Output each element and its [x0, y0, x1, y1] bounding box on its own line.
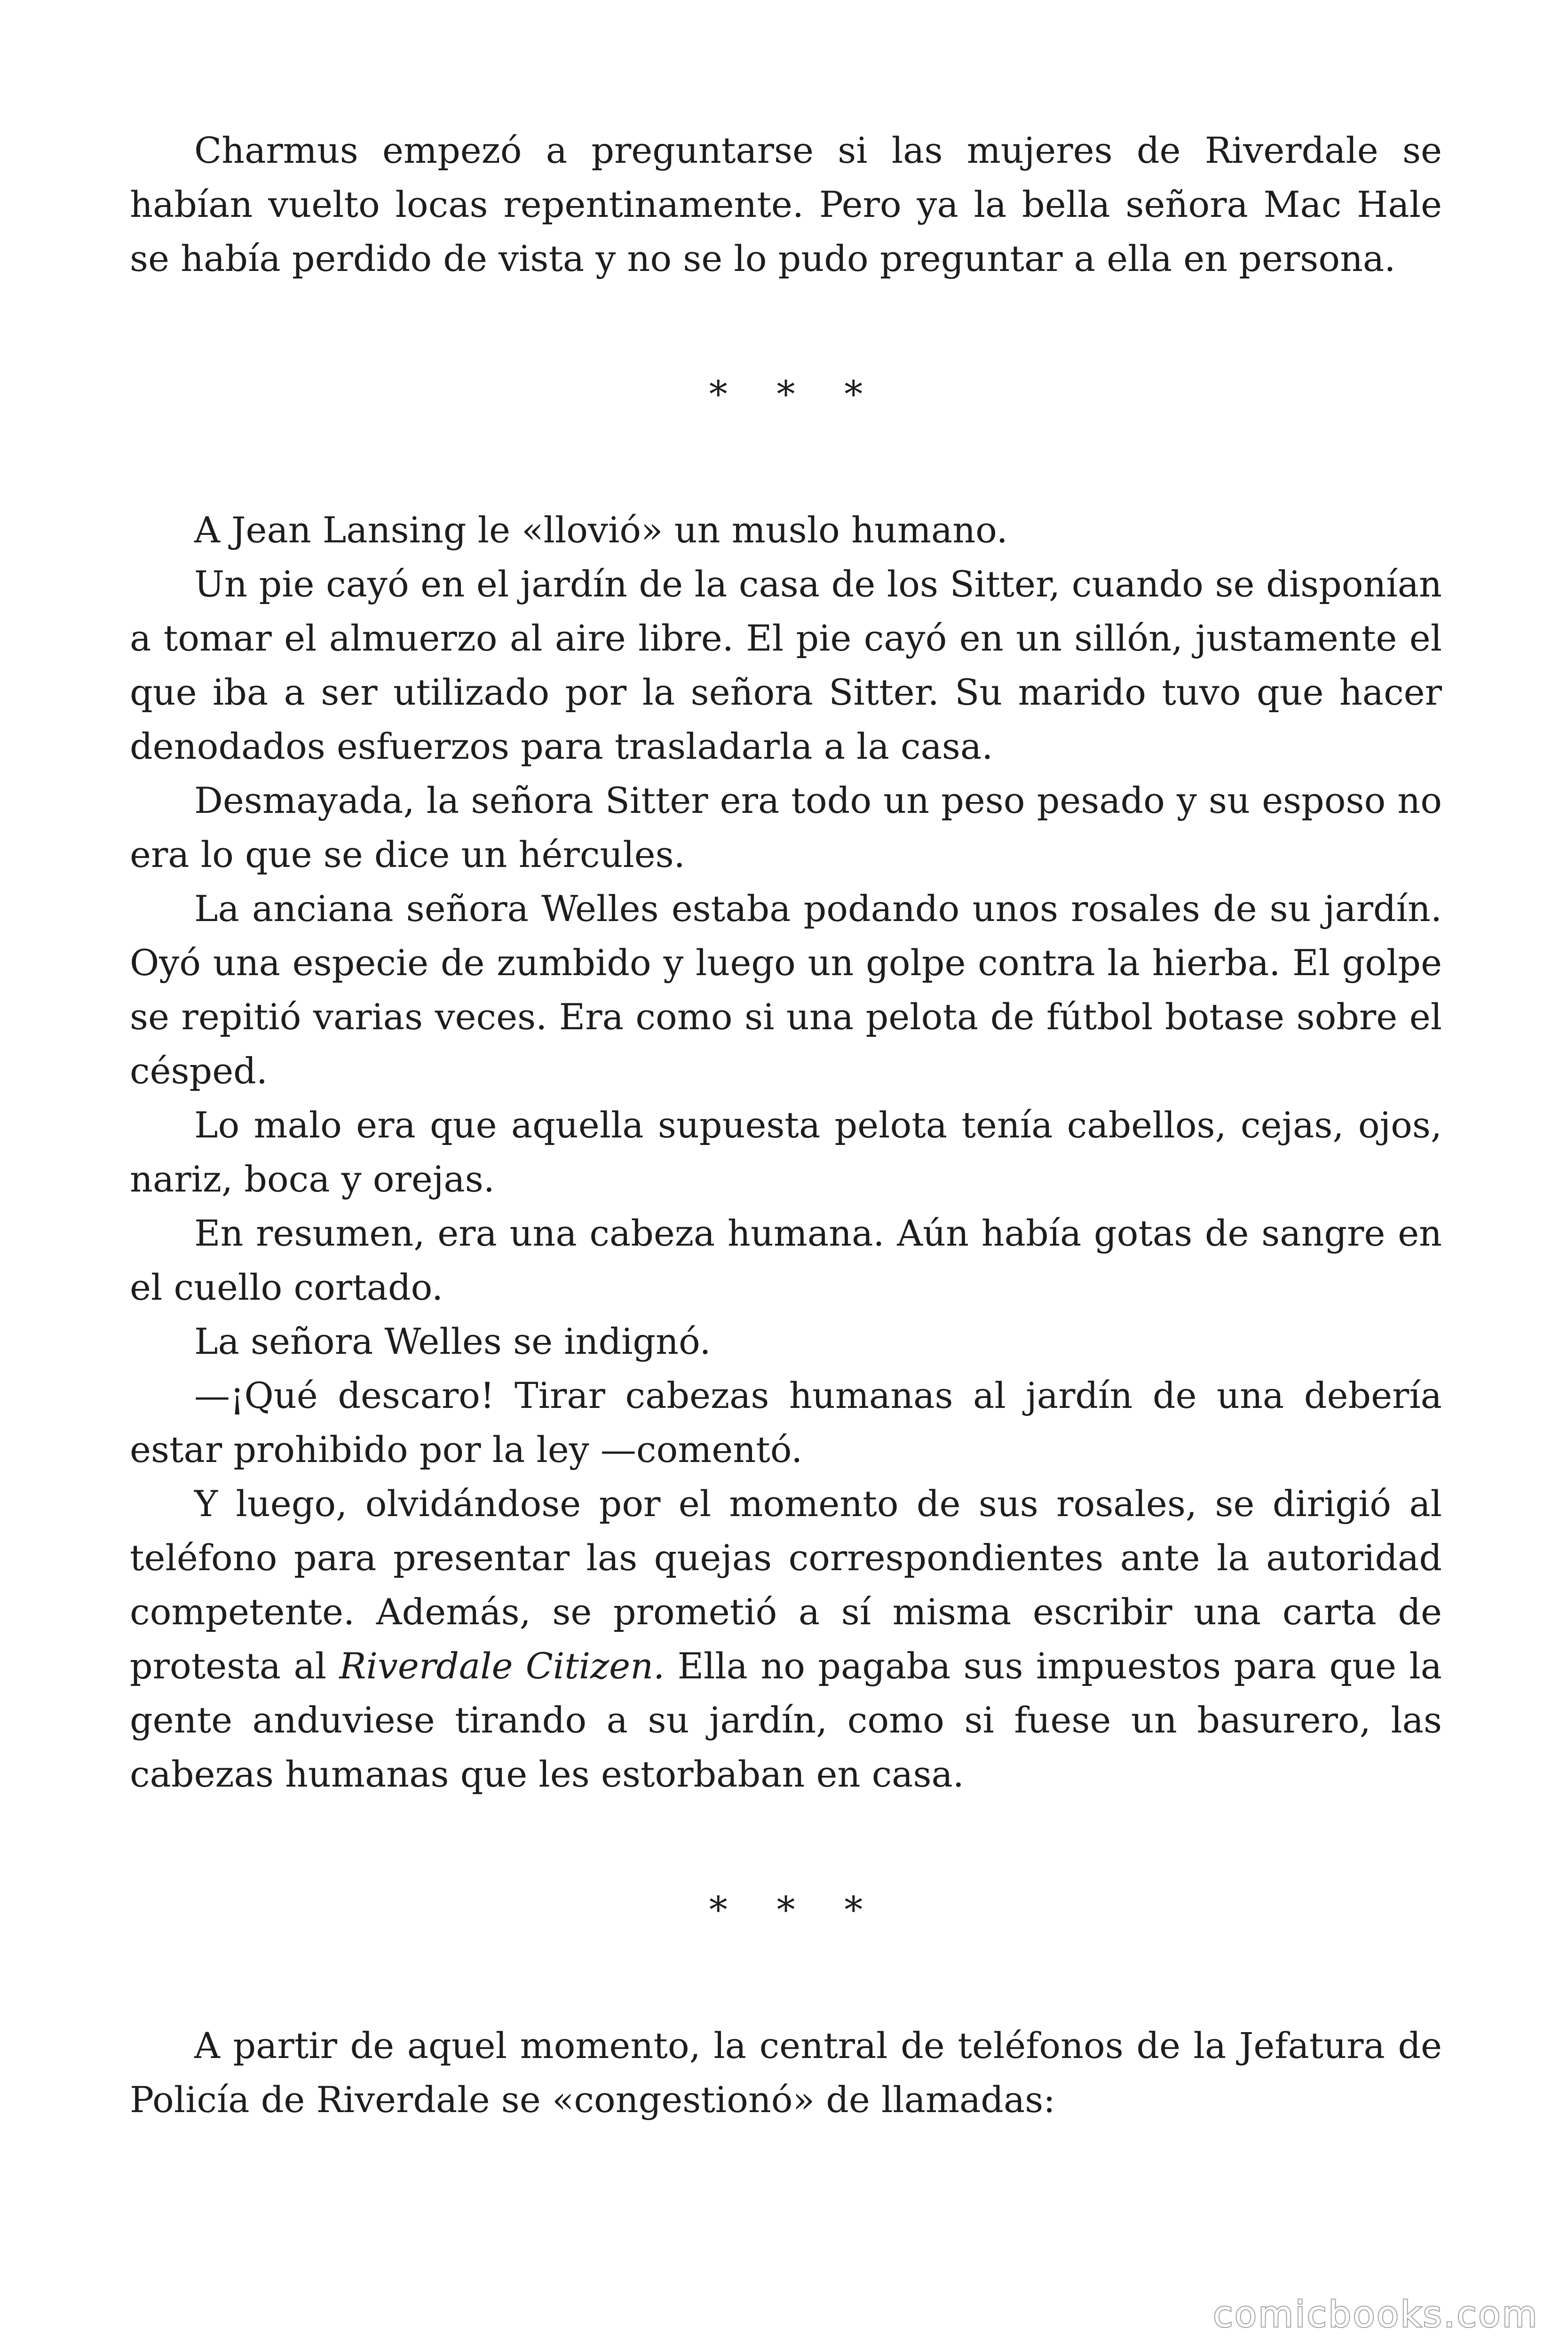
paragraph: Lo malo era que aquella supuesta pelota tenía cabellos, cejas, ojos, nariz, boca y orejas. [130, 1104, 1442, 1200]
watermark: comicbooks.com [1213, 2293, 1539, 2335]
scene-separator: * * * [709, 373, 882, 416]
paragraph: Charmus empezó a preguntarse si las mujeres de Riverdale se habían vuelto locas repentinamente. Pero ya la bella señora Mac Hale se había perdido de vista y no se lo pudo preguntar a ella en persona. [130, 129, 1442, 279]
paragraph: Un pie cayó en el jardín de la casa de los Sitter, cuando se disponían a tomar el almuerzo al aire libre. El pie cayó en un sillón, justamente el que iba a ser utilizado por la señora Sitter. Su marido tuvo que hacer denodados esfuerzos para trasladarla a la casa. [130, 563, 1442, 767]
paragraph: La señora Welles se indignó. [194, 1320, 711, 1362]
paragraph: En resumen, era una cabeza humana. Aún había gotas de sangre en el cuello cortado. [130, 1212, 1442, 1308]
paragraph: —¡Qué descaro! Tirar cabezas humanas al jardín de una debería estar prohibido por la ley —comentó. [130, 1375, 1442, 1470]
paragraph [130, 1477, 1442, 1801]
paragraph: A Jean Lansing le «llovió» un muslo humano. [194, 509, 1008, 551]
paragraph: Desmayada, la señora Sitter era todo un peso pesado y su esposo no era lo que se dice un hércules. [130, 779, 1442, 875]
paragraph-text: Ella no pagaba sus impuestos para que la gente anduviese tirando a su jardín, como si fuese un basurero, las cabezas humanas que les estorbaban en casa. [130, 1645, 1442, 1795]
scene-separator: * * * [709, 1889, 882, 1931]
newspaper-title: Riverdale Citizen. [339, 1645, 665, 1687]
paragraph: La anciana señora Welles estaba podando unos rosales de su jardín. Oyó una especie de zumbido y luego un golpe contra la hierba. El golpe se repitió varias veces. Era como si una pelota de fútbol botase sobre el césped. [130, 888, 1442, 1092]
paragraph-text: Y luego, olvidándose por el momento de sus rosales, se dirigió al teléfono para presentar las quejas correspondientes ante la autoridad competente. Además, se prometió a sí misma escribir una carta de protesta al [130, 1483, 1442, 1687]
paragraph: A partir de aquel momento, la central de teléfonos de la Jefatura de Policía de Riverdale se «congestionó» de llamadas: [130, 2025, 1442, 2121]
book-page [130, 123, 1442, 2127]
